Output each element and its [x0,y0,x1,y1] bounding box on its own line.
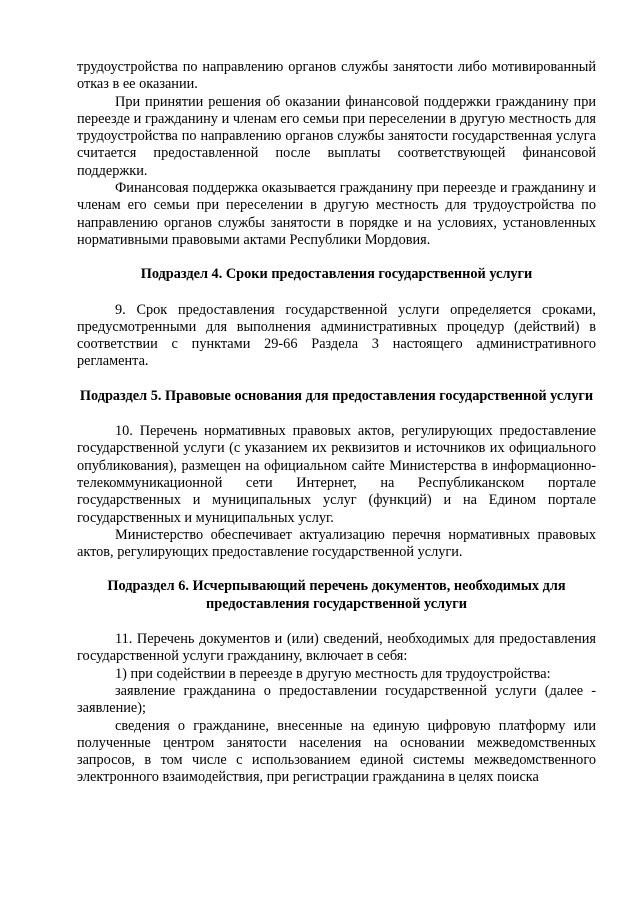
list-item-application: заявление гражданина о предоставлении государственной услуги (далее - заявление); [77,682,596,717]
section-4-heading: Подраздел 4. Сроки предоставления государственной услуги [140,266,533,283]
paragraph-10: 10. Перечень нормативных правовых актов, регулирующих предоставление государственной услуги (с указанием их реквизитов и источников их официального опубликования), размещен на официальном сайте Министерства в информационно-телекоммуникационной сети Интернет, на Республиканском портале государственных и муниципальных услуг (функций) и на Едином портале государственных и муниципальных услуг. [77,423,596,526]
paragraph-decision: При принятии решения об оказании финансовой поддержки гражданину при переезде и гражданину и членам его семьи при переселении в другую местность для трудоустройства по направлению органов службы занятости государственная услуга считается предоставленной после выплаты соответствующей финансовой поддержки. [77,93,596,179]
section-6-heading: Подраздел 6. Исчерпывающий перечень документов, необходимых для предоставления государственной услуги [107,578,566,612]
list-item-1: 1) при содействии в переезде в другую местность для трудоустройства: [115,665,551,682]
document-page [77,59,596,787]
paragraph-financial-support: Финансовая поддержка оказывается гражданину при переезде и гражданину и членам его семьи при переселении в другую местность для трудоустройства по направлению органов службы занятости в порядке и на условиях, установленных нормативными правовыми актами Республики Мордовия. [77,180,596,248]
list-item-citizen-info: сведения о гражданине, внесенные на единую цифровую платформу или полученные центром занятости населения на основании межведомственных запросов, в том числе с использованием единой системы межведомственного электронного взаимодействия, при регистрации гражданина в целях поиска [77,717,596,786]
paragraph-9: 9. Срок предоставления государственной услуги определяется сроками, предусмотренными для выполнения административных процедур (действий) в соответствии с пунктами 29-66 Раздела 3 настоящего административного регламента. [77,301,596,370]
paragraph-ministry-updates: Министерство обеспечивает актуализацию перечня нормативных правовых актов, регулирующих предоставление государственной услуги. [77,526,596,561]
section-5-heading: Подраздел 5. Правовые основания для предоставления государственной услуги [79,387,594,404]
paragraph-11: 11. Перечень документов и (или) сведений, необходимых для предоставления государственной услуги гражданину, включает в себя: [77,631,596,665]
paragraph-continuation: трудоустройства по направлению органов службы занятости либо мотивированный отказ в ее оказании. [77,59,596,93]
